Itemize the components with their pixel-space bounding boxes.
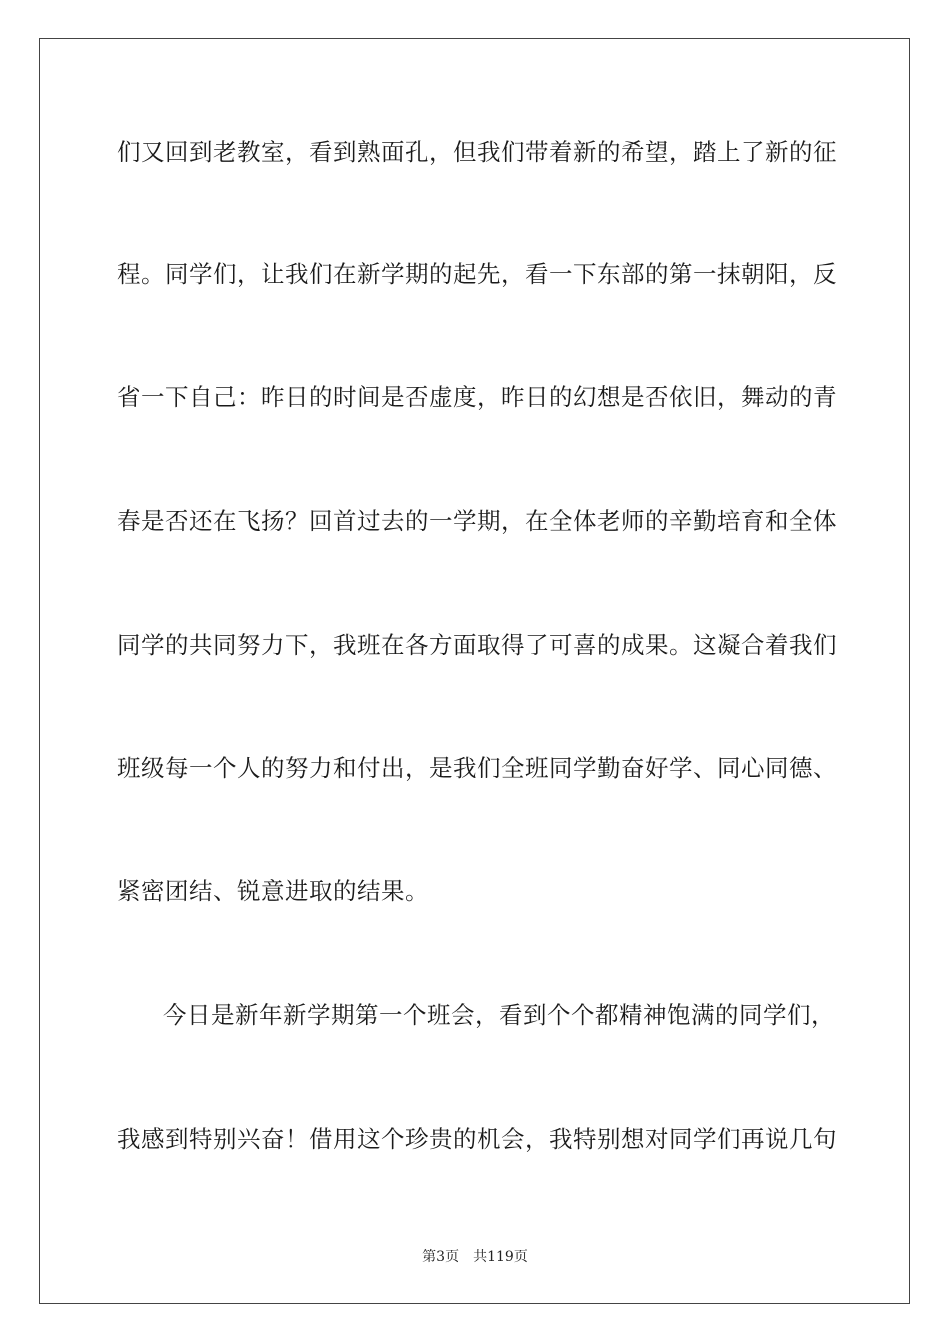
page-frame <box>39 38 910 1304</box>
body-text-line: 程。同学们，让我们在新学期的起先，看一下东部的第一抹朝阳，反 <box>117 260 837 288</box>
body-text-line: 同学的共同努力下，我班在各方面取得了可喜的成果。这凝合着我们 <box>117 631 837 659</box>
body-text-line: 我感到特别兴奋！借用这个珍贵的机会，我特别想对同学们再说几句 <box>117 1125 837 1153</box>
body-text-line: 春是否还在飞扬？回首过去的一学期，在全体老师的辛勤培育和全体 <box>117 507 837 535</box>
body-text-line: 紧密团结、锐意进取的结果。 <box>117 877 429 905</box>
page-number: 第3页 <box>422 1249 460 1265</box>
body-text-line: 省一下自己：昨日的时间是否虚度，昨日的幻想是否依旧，舞动的青 <box>117 383 837 411</box>
page-total: 共119页 <box>473 1249 528 1265</box>
body-text-line: 们又回到老教室，看到熟面孔，但我们带着新的希望，踏上了新的征 <box>117 138 837 166</box>
page-footer <box>0 1248 950 1266</box>
body-text-line: 班级每一个人的努力和付出，是我们全班同学勤奋好学、同心同德、 <box>117 754 837 782</box>
paragraph-first-line: 今日是新年新学期第一个班会，看到个个都精神饱满的同学们， <box>163 1001 835 1029</box>
